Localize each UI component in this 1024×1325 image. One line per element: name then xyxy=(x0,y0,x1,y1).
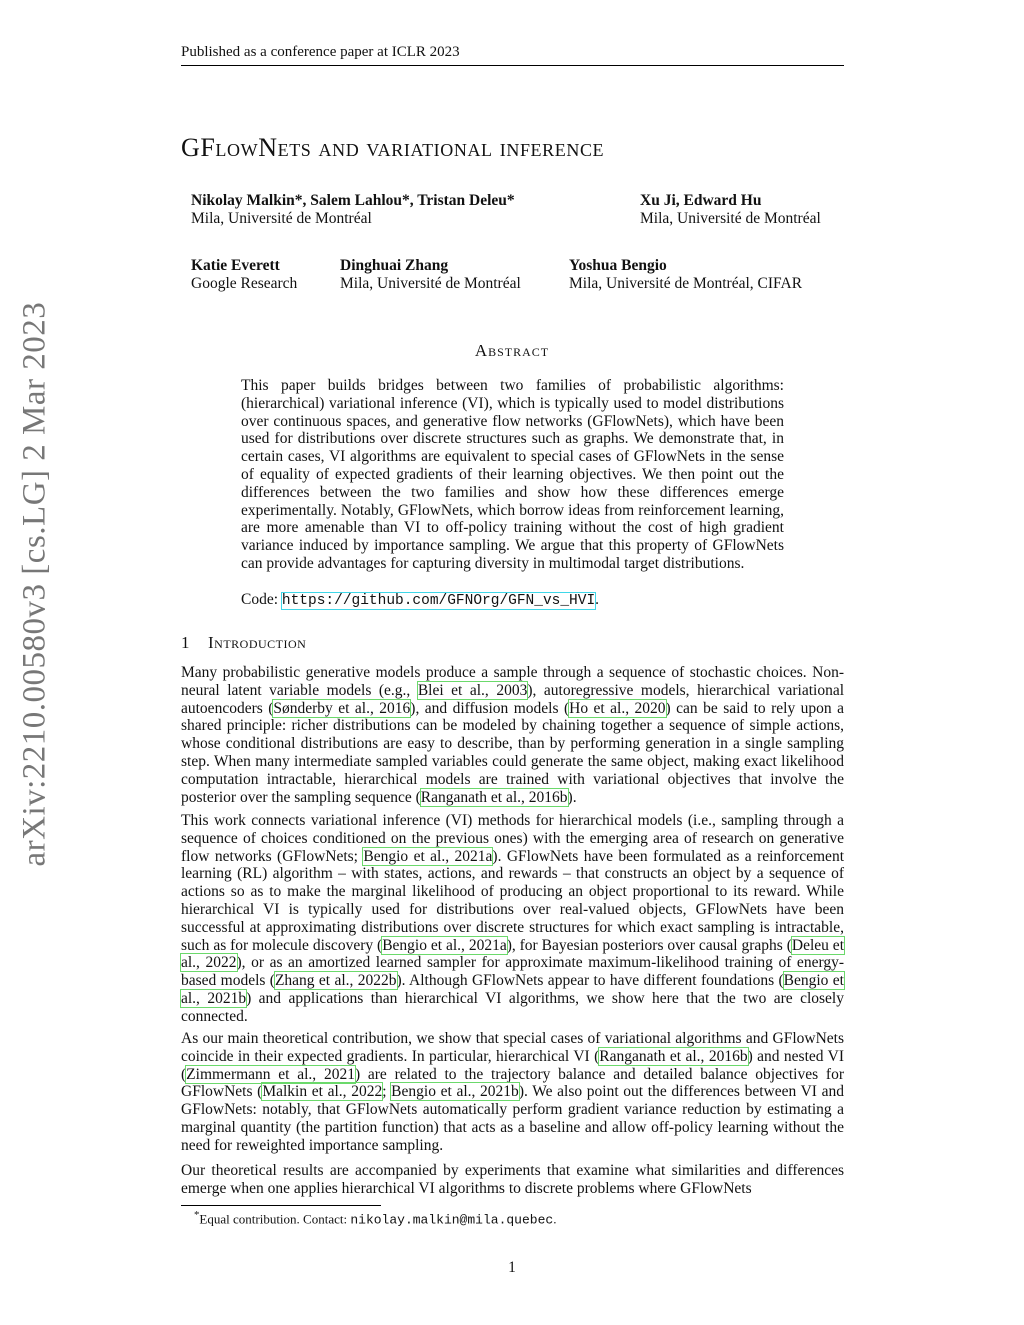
paragraph: Our theoretical results are accompanied by experiments that examine what similarities and differences emerge when one applies hierarchical VI algorithms to discrete problems where GFlowNets xyxy=(181,1162,844,1197)
footnote-mark: * xyxy=(194,1209,200,1221)
text: ). GFlowNets have been formulated as a reinforcement learning (RL) algorithm – with states, actions, and rewards – that constructs an object by a sequence of actions so as to make the marginal likelihood of producing an object proportional to its reward. While hierarchical VI is typically used for distributions over real-valued objects, GFlowNets have been successful at approximating distributions over discrete structures for which exact sampling is intractable, such as for molecule discovery ( xyxy=(181,847,844,954)
footnote xyxy=(194,1209,556,1227)
author-block xyxy=(191,192,515,228)
abstract-text: This paper builds bridges between two families of probabilistic algorithms: (hierarchical) variational inference (VI), which is typically used to model distributions over continuous spaces, and generative flow networks (GFlowNets), which have been used for distributions over discrete structures such as graphs. We demonstrate that, in certain cases, VI algorithms are equivalent to special cases of GFlowNets in the sense of equality of expected gradients of their learning objectives. We then point out the differences between the two families and show how these differences emerge experimentally. Notably, GFlowNets, which borrow ideas from reinforcement learning, are more amenable than VI to off-policy training without the cost of high gradient variance induced by importance sampling. We argue that this property of GFlowNets can provide advantages for capturing diversity in multimodal target distributions. xyxy=(241,377,784,572)
text: ), for Bayesian posteriors over causal graphs ( xyxy=(506,936,792,954)
text: ). xyxy=(567,788,577,806)
section-heading xyxy=(181,633,306,653)
author-affiliation: Mila, Université de Montréal, CIFAR xyxy=(569,275,803,292)
citation-link[interactable]: Sønderby et al., 2016 xyxy=(273,699,411,717)
citation-link[interactable]: Bengio et al., 2021a xyxy=(382,936,507,954)
text: ) and applications than hierarchical VI algorithms, we show here that the two are closely connected. xyxy=(181,989,844,1025)
running-header: Published as a conference paper at ICLR 2023 xyxy=(181,44,844,66)
author-affiliation: Mila, Université de Montréal xyxy=(640,210,821,227)
citation-link[interactable]: Bengio et al., 2021b xyxy=(391,1083,519,1101)
page-number: 1 xyxy=(508,1259,516,1276)
text: ; xyxy=(382,1083,392,1101)
text: As our main theoretical contribution, we show that special cases of variational algorithms and GFlowNets coincide in their expected gradients. In particular, hierarchical VI ( xyxy=(181,1030,844,1065)
footnote-text: Equal contribution. Contact: xyxy=(199,1211,351,1227)
citation-link[interactable]: Ranganath et al., 2016b xyxy=(599,1047,748,1065)
text: Many probabilistic generative models produce a sample through a sequence of stochastic choices. Non-neural latent variable models (e.g., xyxy=(181,664,844,699)
citation-link[interactable]: Ho et al., 2020 xyxy=(569,699,666,717)
footnote-end: . xyxy=(553,1211,557,1227)
author-names: Nikolay Malkin*, Salem Lahlou*, Tristan Deleu* xyxy=(191,192,515,209)
author-names: Dinghuai Zhang xyxy=(340,257,449,274)
text: ), and diffusion models ( xyxy=(410,699,570,717)
section-title: Introduction xyxy=(208,633,307,652)
text: This work connects variational inference (VI) methods for hierarchical models (i.e., sampling through a sequence of choices conditioned on the previous ones) with the emerging area of research on generative flow networks (GFlowNets; xyxy=(181,812,844,865)
citation-link[interactable]: Malkin et al., 2022 xyxy=(262,1083,383,1101)
author-block xyxy=(569,257,802,293)
citation-link[interactable]: Ranganath et al., 2016b xyxy=(420,788,568,806)
paragraph xyxy=(181,664,844,806)
text: ) are related to the trajectory balance and detailed balance objectives for GFlowNets ( xyxy=(181,1065,844,1101)
arxiv-identifier: arXiv:2210.00580v3 [cs.LG] 2 Mar 2023 xyxy=(16,301,53,867)
section-number: 1 xyxy=(181,633,190,652)
text: ) and nested VI ( xyxy=(181,1047,845,1083)
text: ), autoregressive models, hierarchical variational autoencoders ( xyxy=(181,681,845,717)
author-affiliation: Mila, Université de Montréal xyxy=(340,275,521,292)
citation-link[interactable]: Blei et al., 2003 xyxy=(417,681,528,699)
text: ). We also point out the differences between VI and GFlowNets: notably, that GFlowNets automatically perform gradient variance reduction by estimating a marginal quantity (the partition function) that acts as a baseline and allow off-policy learning without the need for reweighted importance sampling. xyxy=(181,1083,845,1154)
citation-link[interactable]: Zimmermann et al., 2021 xyxy=(186,1065,355,1083)
author-names: Katie Everett xyxy=(191,257,280,274)
code-link[interactable]: https://github.com/GFNOrg/GFN_vs_HVI xyxy=(281,593,596,609)
footnote-rule xyxy=(181,1205,381,1206)
paragraph xyxy=(181,1030,844,1155)
author-block xyxy=(340,257,521,293)
paper-title: GFlowNets and variational inference xyxy=(181,133,605,162)
contact-email[interactable]: nikolay.malkin@mila.quebec xyxy=(350,1212,554,1228)
code-label: Code: xyxy=(241,591,279,608)
citation-link[interactable]: Zhang et al., 2022b xyxy=(274,972,397,990)
text: ). Although GFlowNets appear to have different foundations ( xyxy=(396,972,784,990)
author-block xyxy=(640,192,821,228)
author-block xyxy=(191,257,297,293)
citation-link[interactable]: Bengio et al., 2021b xyxy=(181,972,844,1007)
author-affiliation: Mila, Université de Montréal xyxy=(191,210,372,227)
paragraph xyxy=(181,812,844,1026)
citation-link[interactable]: Bengio et al., 2021a xyxy=(363,847,493,865)
text: ) can be said to rely upon a shared principle: richer distributions can be modeled by chaining together a sequence of simple actions, whose conditional distributions are easy to describe, than by performing generation in a single sampling step. When many intermediate sampled variables could generate the same object, making exact likelihood computation intractable, hierarchical models are trained with variational objectives that involve the posterior over the sampling sequence ( xyxy=(181,699,844,806)
author-names: Xu Ji, Edward Hu xyxy=(640,192,762,209)
citation-link[interactable]: Deleu et al., 2022 xyxy=(181,936,844,972)
code-line: Code: https://github.com/GFNOrg/GFN_vs_HVI. xyxy=(241,591,600,609)
author-affiliation: Google Research xyxy=(191,275,298,292)
author-names: Yoshua Bengio xyxy=(569,257,667,274)
text: ), or as an amortized learned sampler for approximate maximum-likelihood training of energy-based models ( xyxy=(181,954,844,990)
abstract-heading: Abstract xyxy=(474,341,550,360)
